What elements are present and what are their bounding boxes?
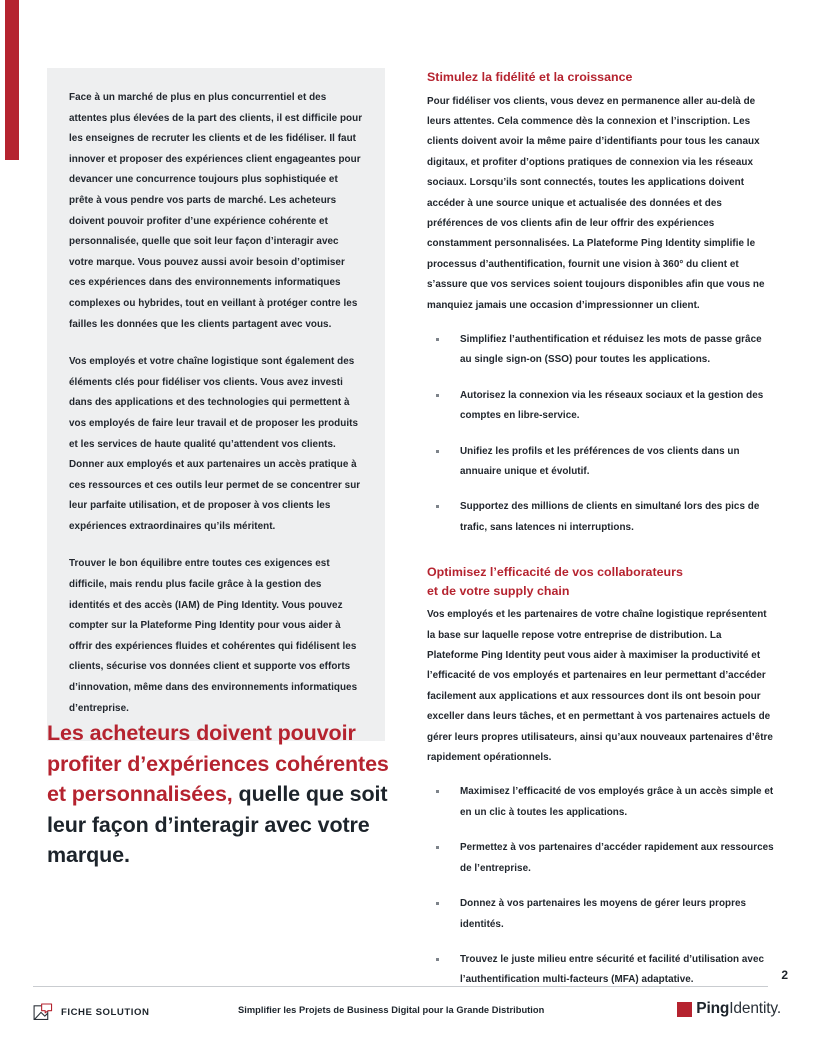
list-item [427, 442, 774, 483]
page-number: 2 [781, 968, 788, 982]
intro-paragraph-1: Face à un marché de plus en plus concurrentiel et des attentes plus élevées de la part des clients, il est difficile pour les enseignes de recruter les clients et de les fidéliser. Il faut innover et proposer des expériences client engageantes pour devancer une concurrence toujours plus sophistiquée et prête à vous pendre vos parts de marché. Les acheteurs doivent pouvoir profiter d’une expérience cohérente et personnalisée, quelle que soit leur façon d’interagir avec votre marque. Vous pouvez aussi avoir besoin d’optimiser ces expériences dans des environnements informatiques complexes ou hybrides, tout en veillant à protéger contre les failles les données que les clients partagent avec vous. [69, 92, 363, 330]
list-item [427, 950, 774, 991]
pull-quote-rest: quelle que soit leur façon d’interagir avec votre marque. [47, 782, 388, 867]
section-two-bullet-list [427, 782, 774, 990]
page-footer [33, 1000, 783, 1034]
intro-paragraph-2: Vos employés et votre chaîne logistique sont également des éléments clés pour fidéliser vos clients. Vous avez investi dans des applications et des technologies qui permettent à vos employés de faire leur travail et de proposer les produits et les services de haute qualité qu’attendent vos clients. Donner aux employés et aux partenaires un accès pratique à ces ressources et ces outils leur permet de se concentrer sur leur parfaite utilisation, et de proposer à vos clients les expériences extraordinaires qu’ils méritent. [69, 356, 361, 532]
footer-divider [33, 986, 768, 987]
list-item [427, 330, 774, 371]
list-item [427, 894, 774, 935]
section-one-body: Pour fidéliser vos clients, vous devez en permanence aller au-delà de leurs attentes. Cela commence dès la connexion et l’inscription. Les clients doivent avoir la même paire d’identifiants pour tous les canaux digitaux, et profiter d’options pratiques de connexion via les réseaux sociaux. Lorsqu’ils sont connectés, toutes les applications doivent accéder à une source unique et actualisée des données et des préférences de vos clients afin de leur offrir des expériences constamment personnalisées. La Plateforme Ping Identity simplifie le processus d’authentification, fournit une vision à 360° du client et s’assure que vos services soient toujours disponibles afin que vous ne manquiez jamais une occasion d’impressionner un client. [427, 95, 765, 311]
list-item [427, 838, 774, 879]
right-column [427, 68, 774, 991]
section-two-heading [427, 563, 774, 600]
ping-logo-square-icon [677, 1002, 692, 1017]
logo-primary-text: Ping [696, 1000, 730, 1017]
bullet-icon [436, 338, 439, 341]
list-item [427, 497, 774, 538]
bullet-icon [436, 394, 439, 397]
left-column [47, 68, 385, 741]
intro-panel [47, 68, 385, 741]
section-two-heading-line2: et de votre supply chain [427, 583, 570, 598]
pull-quote-accent: Les acheteurs doivent pouvoir profiter d’expériences cohérentes et personnalisées, [47, 721, 389, 806]
accent-edge-bar [5, 0, 19, 160]
list-item-text: Permettez à vos partenaires d’accéder rapidement aux ressources de l’entreprise. [460, 842, 774, 874]
section-two-body: Vos employés et les partenaires de votre chaîne logistique représentent la base sur laquelle repose votre entreprise de distribution. La Plateforme Ping Identity peut vous aider à maximiser la productivité et l’efficacité de vos employés et partenaires en leur permettant d’accéder facilement aux applications et aux ressources dont ils ont besoin pour exceller dans leurs tâches, et en permettant à vos partenaires actuels de gérer leurs propres utilisateurs, ainsi qu’aux nouveaux partenaires d’être rapidement opérationnels. [427, 609, 773, 764]
ping-identity-logo [677, 1000, 781, 1018]
list-item [427, 386, 774, 427]
bullet-icon [436, 902, 439, 905]
intro-paragraph-3: Trouver le bon équilibre entre toutes ces exigences est difficile, mais rendu plus facile grâce à la gestion des identités et des accès (IAM) de Ping Identity. Vous pouvez compter sur la Plateforme Ping Identity pour vous aider à offrir des expériences fluides et cohérentes qui fidélisent les clients, sécurise vos données client et supporte vos efforts d’innovation, même dans des environnements informatiques d’entreprise. [69, 558, 358, 714]
bullet-icon [436, 505, 439, 508]
list-item-text: Trouvez le juste milieu entre sécurité et facilité d’utilisation avec l’authentification multi-facteurs (MFA) adaptative. [460, 953, 765, 986]
bullet-icon [436, 958, 439, 961]
footer-doc-type [33, 1002, 149, 1022]
list-item-text: Autorisez la connexion via les réseaux sociaux et la gestion des comptes en libre-service. [460, 389, 764, 422]
list-item-text: Unifiez les profils et les préférences de vos clients dans un annuaire unique et évolutif. [460, 445, 740, 477]
section-one-bullet-list [427, 330, 774, 538]
bullet-icon [436, 450, 439, 453]
list-item-text: Simplifiez l’authentification et réduisez les mots de passe grâce au single sign-on (SSO) pour toutes les applications. [460, 333, 762, 366]
footer-doc-title: Simplifier les Projets de Business Digital pour la Grande Distribution [238, 1005, 545, 1015]
list-item-text: Donnez à vos partenaires les moyens de gérer leurs propres identités. [460, 898, 747, 930]
bullet-icon [436, 790, 439, 793]
list-item-text: Maximisez l’efficacité de vos employés grâce à un accès simple et en un clic à toutes les applications. [460, 786, 774, 818]
section-two-heading-line1: Optimisez l’efficacité de vos collaborateurs [427, 565, 683, 580]
footer-doc-type-label: FICHE SOLUTION [61, 1006, 150, 1018]
logo-secondary-text: Identity. [729, 1000, 781, 1017]
solution-sheet-icon [33, 1002, 53, 1022]
section-one-heading: Stimulez la fidélité et la croissance [427, 70, 633, 84]
list-item [427, 782, 774, 823]
list-item-text: Supportez des millions de clients en simultané lors des pics de trafic, sans latences ni interruptions. [460, 501, 760, 533]
bullet-icon [436, 846, 439, 849]
pull-quote [47, 718, 392, 871]
